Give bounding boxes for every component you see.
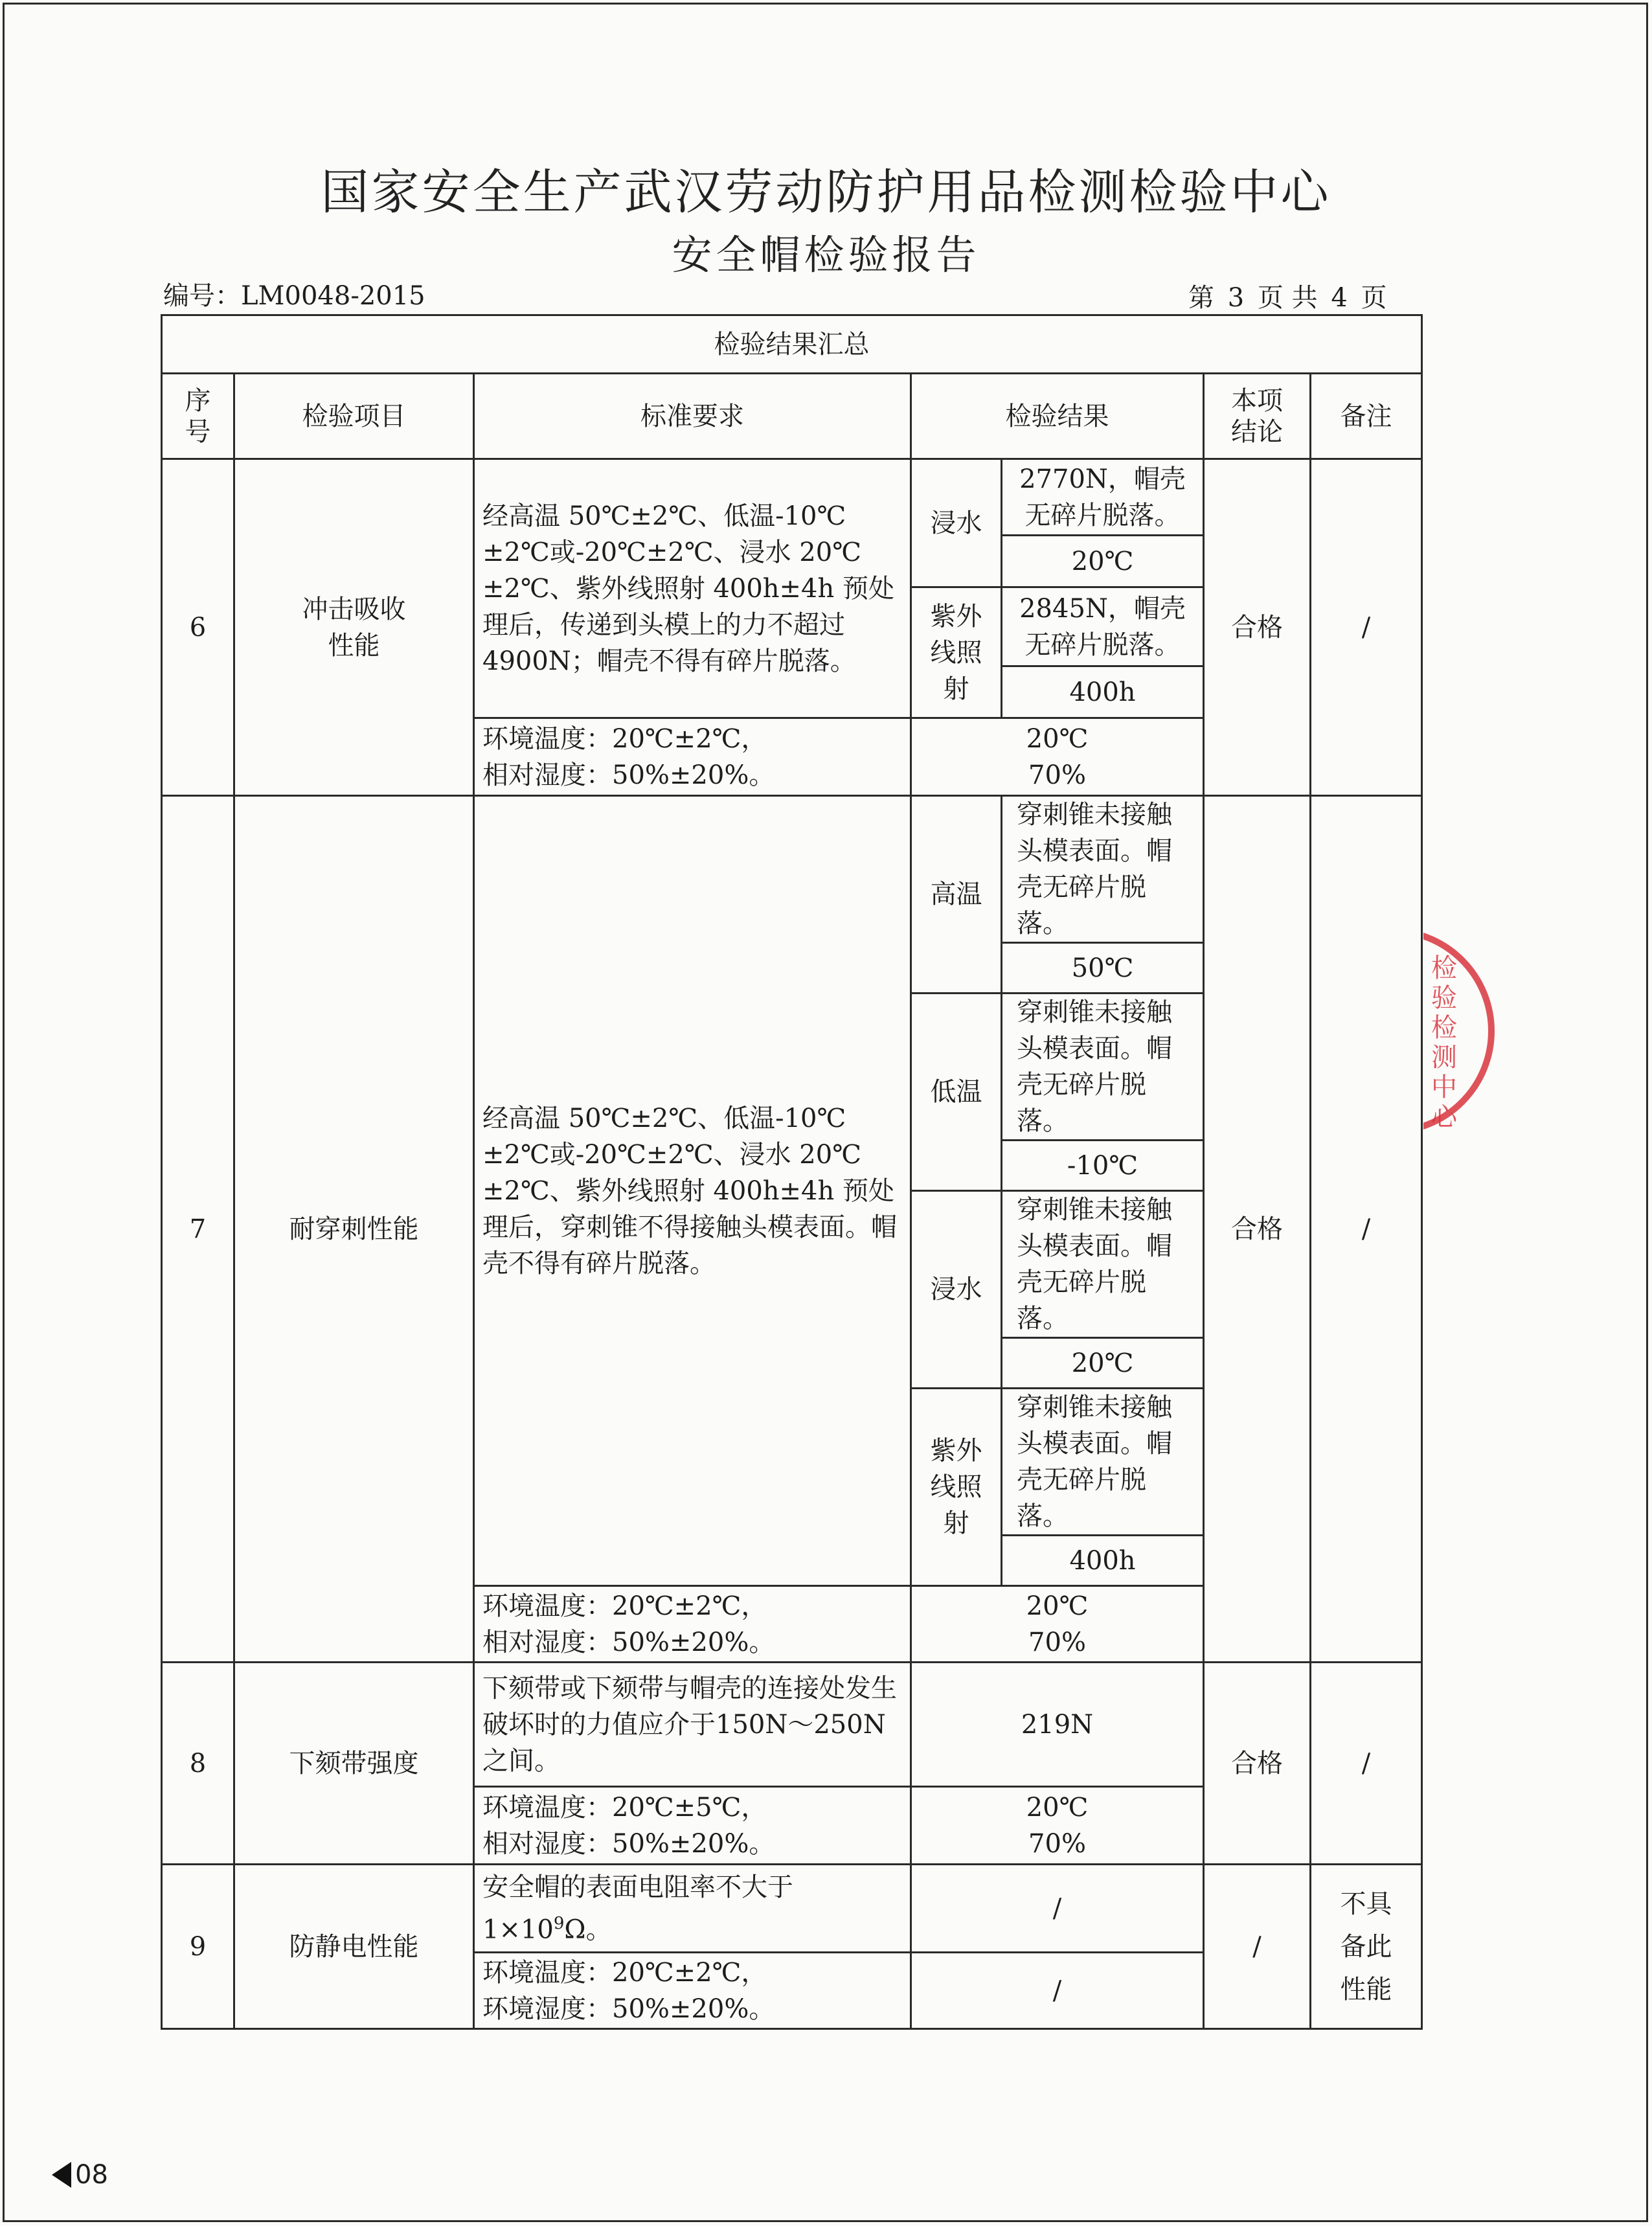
conclusion-8: 合格 bbox=[1204, 1663, 1311, 1865]
page-number: 08 bbox=[75, 2160, 108, 2190]
remark-8: / bbox=[1311, 1663, 1422, 1865]
header-result: 检验结果 bbox=[911, 374, 1204, 459]
remark-7: / bbox=[1311, 796, 1422, 1663]
standard-6: 经高温 50℃±2℃、低温-10℃±2℃或-20℃±2℃、浸水 20℃±2℃、紫外线照射 400h±4h 预处理后，传递到头模上的力不超过4900N；帽壳不得有碎片脱落。 bbox=[474, 459, 911, 718]
env-std-7: 环境温度：20℃±2℃， 相对湿度：50%±20%。 bbox=[474, 1586, 911, 1663]
standard-7: 经高温 50℃±2℃、低温-10℃±2℃或-20℃±2℃、浸水 20℃±2℃、紫外线照射 400h±4h 预处理后，穿刺锥不得接触头模表面。帽壳不得有碎片脱落。 bbox=[474, 796, 911, 1586]
results-summary-table bbox=[161, 314, 1423, 2030]
table-caption: 检验结果汇总 bbox=[162, 315, 1422, 374]
value-6-0: 20℃ bbox=[1002, 536, 1204, 587]
cond-7-0: 高温 bbox=[911, 796, 1002, 994]
result-7-3: 穿刺锥未接触头模表面。帽壳无碎片脱落。 bbox=[1002, 1389, 1204, 1536]
result-9: / bbox=[911, 1865, 1204, 1953]
standard-9: 安全帽的表面电阻率不大于 $1\times 10^9\Omega$。 bbox=[474, 1865, 911, 1953]
header-conclusion: 本项结论 bbox=[1204, 374, 1311, 459]
value-7-1: -10℃ bbox=[1002, 1141, 1204, 1191]
conclusion-7: 合格 bbox=[1204, 796, 1311, 1663]
seq-7: 7 bbox=[162, 796, 234, 1663]
conclusion-9: / bbox=[1204, 1865, 1311, 2029]
seq-6: 6 bbox=[162, 459, 234, 796]
env-std-9: 环境温度：20℃±2℃， 环境湿度：50%±20%。 bbox=[474, 1953, 911, 2029]
remark-9: 不具备此性能 bbox=[1311, 1865, 1422, 2029]
header-seq: 序号 bbox=[162, 374, 234, 459]
seq-8: 8 bbox=[162, 1663, 234, 1865]
env-std-8: 环境温度：20℃±5℃， 相对湿度：50%±20%。 bbox=[474, 1787, 911, 1865]
standard-8: 下颏带或下颏带与帽壳的连接处发生破坏时的力值应介于150N～250N之间。 bbox=[474, 1663, 911, 1787]
item-8: 下颏带强度 bbox=[234, 1663, 474, 1865]
cond-7-2: 浸水 bbox=[911, 1191, 1002, 1389]
report-title: 安全帽检验报告 bbox=[672, 231, 980, 278]
env-result-6: 20℃ 70% bbox=[911, 718, 1204, 796]
header-standard: 标准要求 bbox=[474, 374, 911, 459]
page-footer bbox=[52, 2160, 108, 2190]
cond-6-1: 紫外线照射 bbox=[911, 587, 1002, 718]
result-6-1: 2845N，帽壳无碎片脱落。 bbox=[1002, 587, 1204, 666]
value-7-3: 400h bbox=[1002, 1536, 1204, 1586]
env-result-9: / bbox=[911, 1953, 1204, 2029]
page-info: 第 3 页 共 4 页 bbox=[1188, 283, 1387, 313]
item-7: 耐穿刺性能 bbox=[234, 796, 474, 1663]
result-7-1: 穿刺锥未接触头模表面。帽壳无碎片脱落。 bbox=[1002, 994, 1204, 1141]
cond-7-1: 低温 bbox=[911, 994, 1002, 1191]
env-result-7: 20℃ 70% bbox=[911, 1586, 1204, 1663]
env-result-8: 20℃ 70% bbox=[911, 1787, 1204, 1865]
report-number: 编号：LM0048-2015 bbox=[163, 281, 425, 311]
result-7-2: 穿刺锥未接触头模表面。帽壳无碎片脱落。 bbox=[1002, 1191, 1204, 1338]
value-7-2: 20℃ bbox=[1002, 1338, 1204, 1389]
env-std-6: 环境温度：20℃±2℃， 相对湿度：50%±20%。 bbox=[474, 718, 911, 796]
cond-6-0: 浸水 bbox=[911, 459, 1002, 587]
red-seal-stamp: 检验检测中心 bbox=[1423, 927, 1504, 1135]
institution-title: 国家安全生产武汉劳动防护用品检测检验中心 bbox=[321, 165, 1331, 220]
value-6-1: 400h bbox=[1002, 666, 1204, 718]
item-9: 防静电性能 bbox=[234, 1865, 474, 2029]
conclusion-6: 合格 bbox=[1204, 459, 1311, 796]
result-6-0: 2770N，帽壳无碎片脱落。 bbox=[1002, 459, 1204, 536]
header-item: 检验项目 bbox=[234, 374, 474, 459]
result-8: 219N bbox=[911, 1663, 1204, 1787]
remark-6: / bbox=[1311, 459, 1422, 796]
header-remark: 备注 bbox=[1311, 374, 1422, 459]
value-7-0: 50℃ bbox=[1002, 943, 1204, 994]
seq-9: 9 bbox=[162, 1865, 234, 2029]
left-arrow-icon bbox=[52, 2162, 71, 2188]
item-6: 冲击吸收性能 bbox=[234, 459, 474, 796]
cond-7-3: 紫外线照射 bbox=[911, 1389, 1002, 1586]
result-7-0: 穿刺锥未接触头模表面。帽壳无碎片脱落。 bbox=[1002, 796, 1204, 943]
